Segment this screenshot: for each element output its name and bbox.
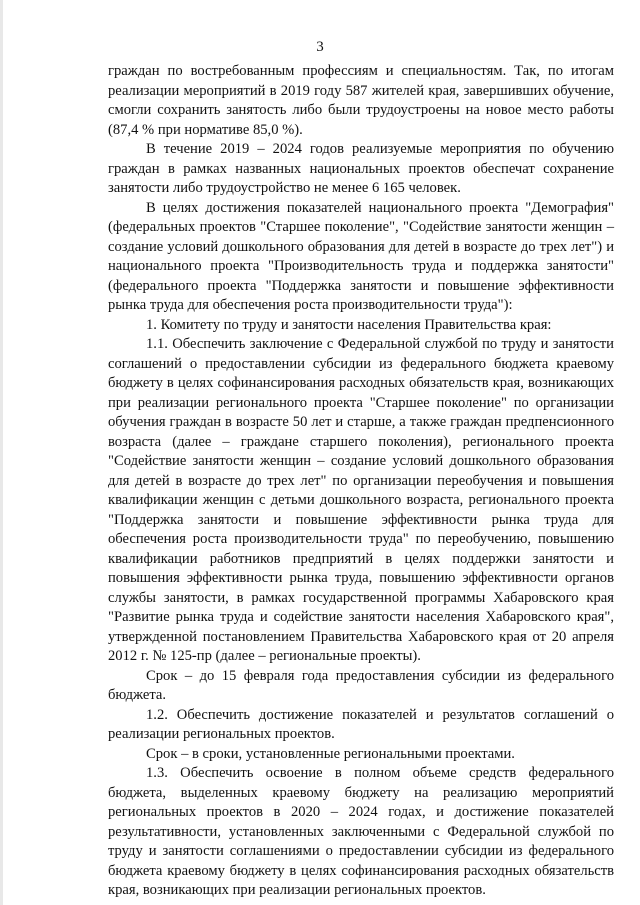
- paragraph-4: 1. Комитету по труду и занятости населения Правительства края:: [146, 316, 552, 333]
- paragraph-2: В течение 2019 – 2024 годов реализуемые мероприятия по обучению граждан в рамках названных национальных проектов обеспечат сохранение занятости либо трудоустройство не менее 6 165 человек.: [108, 141, 614, 196]
- document-body: [108, 62, 614, 901]
- scan-edge: [0, 0, 3, 905]
- paragraph-5: 1.1. Обеспечить заключение с Федеральной службой по труду и занятости соглашений о предоставлении субсидии из федерального бюджета краевому бюджету в целях софинансирования расходных обязательств края, возникающих при реализации регионального проекта "Старшее поколение" по организации обучения граждан в возрасте 50 лет и старше, а также граждан предпенсионного возраста (далее – граждане старшего поколения), регионального проекта "Содействие занятости женщин – создание условий дошкольного образования для детей в возрасте до трех лет" по организации переобучения и повышения квалификации женщин с детьми дошкольного возраста, регионального проекта "Поддержка занятости и повышение эффективности рынка труда для обеспечения роста производительности труда" по переобучению, повышению квалификации работников предприятий в целях поддержки занятости и повышения эффективности рынка труда, повышению эффективности органов службы занятости, в рамках государственной программы Хабаровского края "Развитие рынка труда и содействие занятости населения Хабаровского края", утвержденной постановлением Правительства Хабаровского края от 20 апреля 2012 г. № 125-пр (далее – региональные проекты).: [108, 336, 614, 664]
- paragraph-9: 1.3. Обеспечить освоение в полном объеме средств федерального бюджета, выделенных краевому бюджету на реализацию мероприятий региональных проектов в 2020 – 2024 годах, и достижение показателей результативности, установленных заключенными с Федеральной службой по труду и занятости соглашениями о предоставлении субсидии из федерального бюджета краевому бюджету в целях софинансирования расходных обязательств края, возникающих при реализации региональных проектов.: [108, 765, 614, 898]
- paragraph-1: граждан по востребованным профессиям и специальностям. Так, по итогам реализации мероприятий в 2019 году 587 жителей края, завершивших обучение, смогли сохранить занятость либо были трудоустроены на новое место работы (87,4 % при нормативе 85,0 %).: [108, 63, 614, 138]
- page-number: 3: [316, 39, 324, 55]
- paragraph-6: Срок – до 15 февраля года предоставления субсидии из федерального бюджета.: [108, 667, 614, 703]
- paragraph-3: В целях достижения показателей национального проекта "Демография" (федеральных проектов "Старшее поколение", "Содействие занятости женщин – создание условий дошкольного образования для детей в возрасте до трех лет") и национального проекта "Производительность труда и поддержка занятости" (федерального проекта "Поддержка занятости и повышение эффективности рынка труда для обеспечения роста производительности труда"):: [108, 199, 614, 313]
- paragraph-7: 1.2. Обеспечить достижение показателей и результатов соглашений о реализации региональных проектов.: [108, 706, 614, 742]
- paragraph-8: Срок – в сроки, установленные региональными проектами.: [146, 745, 515, 762]
